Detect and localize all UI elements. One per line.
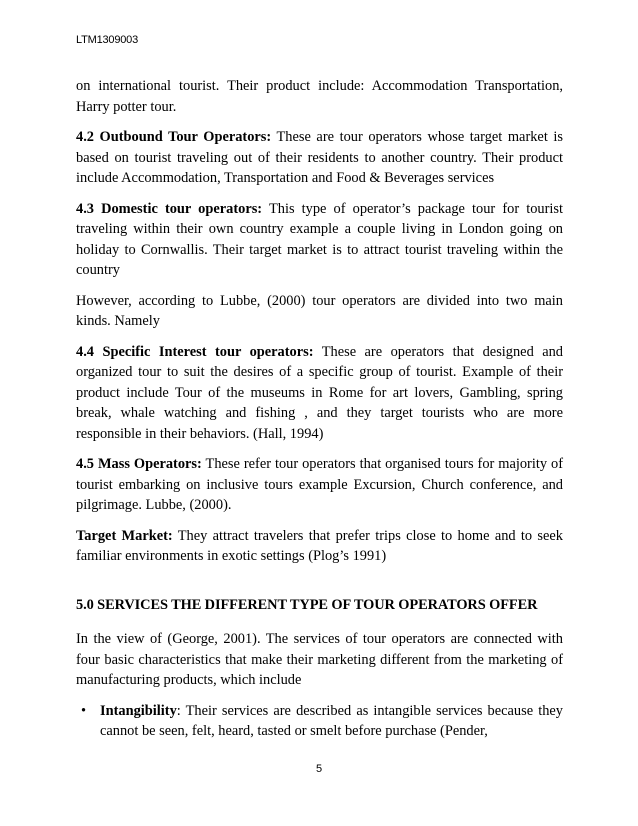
page-number: 5 [315, 763, 323, 775]
heading-specific-interest: 4.4 Specific Interest tour operators: [76, 343, 314, 360]
text-intangibility: : Their services are described as intangible services because they cannot be seen, felt, heard, tasted or smelt before purchase (Pender, [100, 702, 563, 739]
paragraph-george-view: In the view of (George, 2001). The services of tour operators are connected with four basic characteristics that make their marketing different from the marketing of manufacturing products, which include [76, 631, 563, 688]
text-specific-interest: These are operators that designed and organized tour to suit the desires of a specific group of tourist. Example of their product include Tour of the museums in Rome for art lovers, Gambling, spring break, whale watching and fishing , and they target tourists who are more responsible in their behaviors. (Hall, 1994) [76, 343, 563, 442]
document-body [76, 76, 563, 742]
term-intangibility: Intangibility [100, 702, 177, 719]
paragraph-continuation: on international tourist. Their product include: Accommodation Transportation, Harry potter tour. [76, 78, 563, 115]
heading-mass-operators: 4.5 Mass Operators: [76, 456, 202, 472]
heading-target-market: Target Market: [76, 527, 173, 544]
paragraph-specific-interest [76, 342, 563, 445]
text-domestic-operators: This type of operator’s package tour for tourist traveling within their own country example a couple living in London going on holiday to Cornwallis. Their target market is to attract tourist traveling within the country [76, 200, 563, 278]
paragraph-outbound-operators [76, 127, 563, 189]
bullet-marker: • [81, 702, 87, 719]
paragraph-lubbe-kinds: However, according to Lubbe, (2000) tour operators are divided into two main kinds. Namely [76, 292, 563, 329]
paragraph-target-market [76, 526, 563, 567]
section-title-services: 5.0 SERVICES THE DIFFERENT TYPE OF TOUR OPERATORS OFFER [76, 596, 538, 613]
document-id-header: LTM1309003 [76, 34, 139, 46]
text-outbound-operators: These are tour operators whose target market is based on tourist traveling out of their residents to another country. Their product include Accommodation, Transportation and Food & Beverages services [76, 129, 563, 186]
heading-domestic-operators: 4.3 Domestic tour operators: [76, 200, 263, 217]
paragraph-domestic-operators [76, 199, 563, 281]
paragraph-mass-operators [76, 454, 563, 516]
text-target-market: They attract travelers that prefer trips close to home and to seek familiar environments in exotic settings (Plog’s 1991) [76, 527, 563, 564]
list-item-intangibility [76, 701, 563, 742]
characteristics-list [76, 701, 563, 742]
text-mass-operators: These refer tour operators that organised tours for majority of tourist embarking on inclusive tours example Excursion, Church conference, and pilgrimage. Lubbe, (2000). [76, 456, 563, 513]
heading-outbound-operators: 4.2 Outbound Tour Operators: [76, 129, 272, 145]
